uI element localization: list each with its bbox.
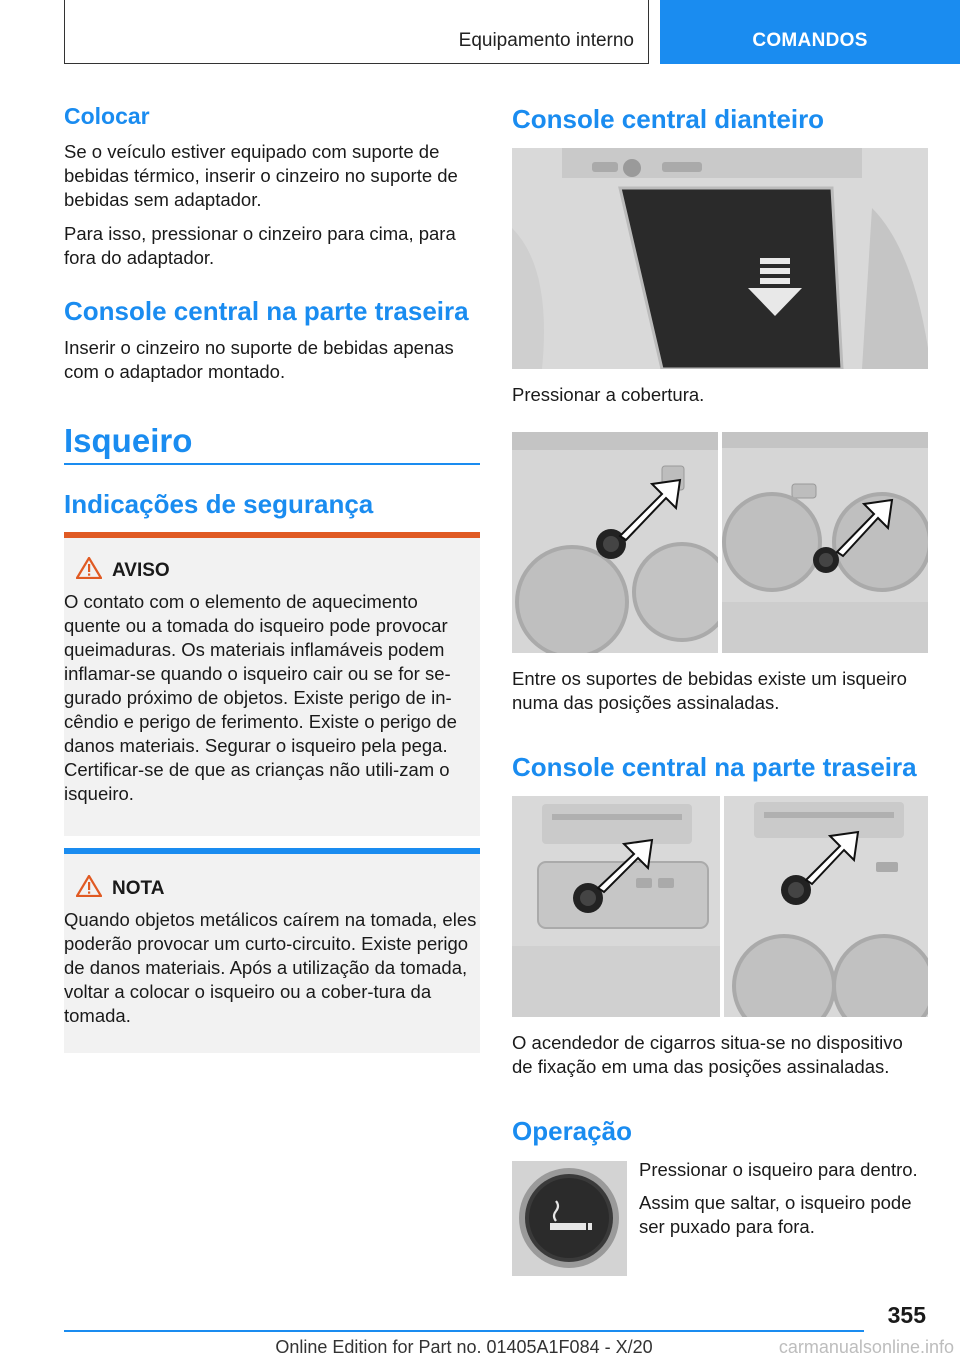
rear-console-photo-right [724,796,928,1017]
note-text: Quando objetos metálicos caírem na tomada, eles poderão provocar um curto-circuito. Existe perigo de danos materiais. Após a utilização da tomada, voltar a colocar o isqueiro ou a cober-tura da tomada. [64,909,477,1026]
front-cupholder-photo-right [722,432,928,653]
caption-rear-lighter: O acendedor de cigarros situa-se no dispositivo de fixação em uma das posições assinaladas. [512,1032,903,1077]
rear-console-photo-left [512,796,720,1017]
header-chapter-label: COMANDOS [752,30,868,51]
lighter-photo [512,1161,627,1276]
colocar-paragraph-1: Se o veículo estiver equipado com suporte de bebidas térmico, inserir o cinzeiro no suporte de bebidas sem adaptador. [64,141,458,210]
header-section-tab [64,0,649,64]
operation-heading: Operação [512,1116,632,1146]
rear-console-heading-left: Console central na parte traseira [64,296,469,326]
colocar-heading: Colocar [64,103,150,129]
note-bar [64,848,480,854]
footer-rule [64,1330,864,1332]
caption-cupholder-lighter: Entre os suportes de bebidas existe um isqueiro numa das posições assinaladas. [512,668,907,713]
safety-heading: Indicações de segurança [64,489,374,519]
front-console-heading: Console central dianteiro [512,104,825,134]
colocar-paragraph-2: Para isso, pressionar o cinzeiro para cima, para fora do adaptador. [64,223,456,268]
front-cupholder-photo-left [512,432,718,653]
operation-paragraph-1: Pressionar o isqueiro para dentro. [639,1159,918,1180]
isqueiro-rule [64,463,480,465]
header-section-label: Equipamento interno [458,30,634,51]
front-console-cover-photo [512,148,928,369]
footer-watermark: carmanualsonline.info [778,1337,954,1357]
warning-triangle-icon [76,557,102,584]
warning-box [64,532,480,836]
note-box [64,848,480,1053]
rear-console-paragraph: Inserir o cinzeiro no suporte de bebidas apenas com o adaptador montado. [64,337,454,382]
warning-text: O contato com o elemento de aquecimento quente ou a tomada do isqueiro pode provocar queimaduras. Os materiais inflamáveis podem inflamar-se quando o isqueiro cair ou se for se-gurado próximo de objetos. Existe perigo de in-cêndio e perigo de ferimento. Existe o perigo de danos materiais. Segurar o isqueiro pela pega. Certificar-se de que as crianças não utili-zam o isqueiro. [64,591,457,804]
rear-console-heading-right: Console central na parte traseira [512,752,917,782]
warning-title: AVISO [112,560,170,581]
page-number: 355 [887,1302,926,1328]
footer-edition: Online Edition for Part no. 01405A1F084 - X/20 [275,1337,653,1357]
note-title: NOTA [112,878,165,899]
isqueiro-heading: Isqueiro [64,422,193,459]
note-triangle-icon [76,875,102,902]
warning-bar [64,532,480,538]
operation-paragraph-2: Assim que saltar, o isqueiro pode ser puxado para fora. [639,1192,912,1237]
header-chapter-tab[interactable] [660,0,960,64]
caption-press-cover: Pressionar a cobertura. [512,384,705,405]
